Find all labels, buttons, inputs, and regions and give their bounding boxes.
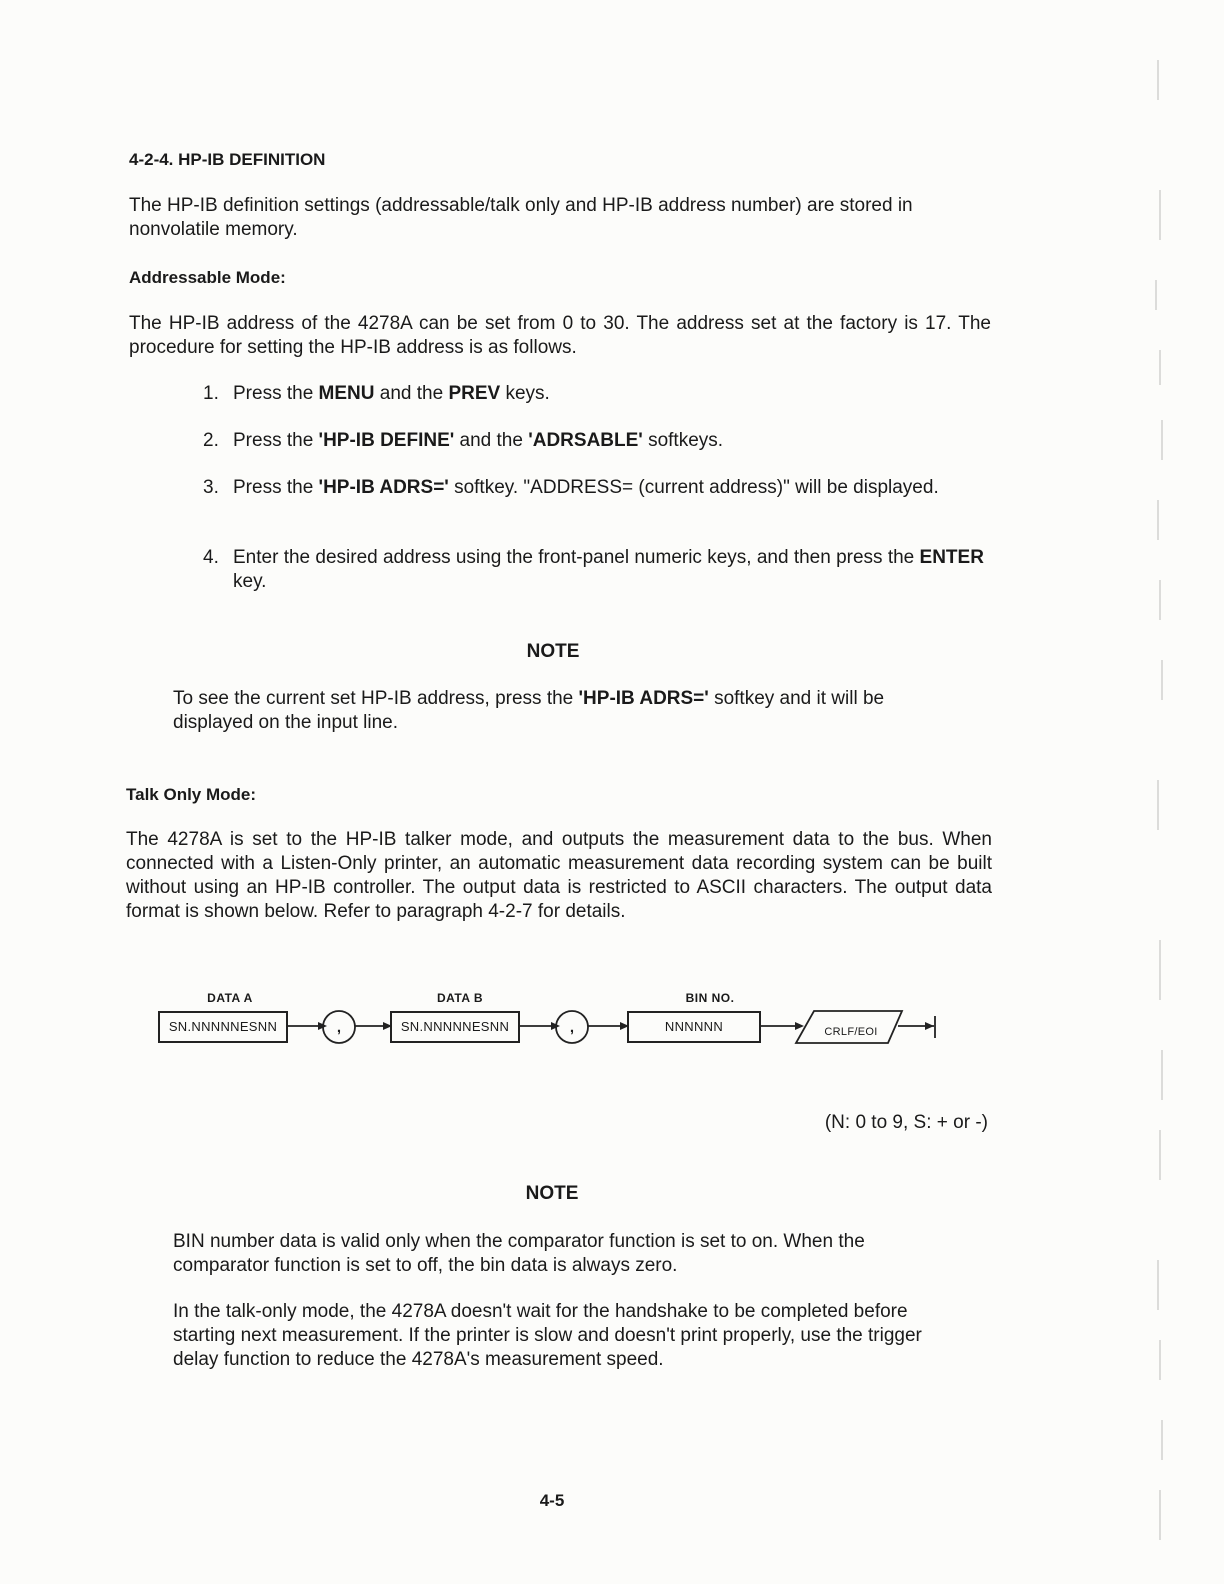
output-format-diagram	[150, 980, 950, 1060]
note2-paragraph-2: In the talk-only mode, the 4278A doesn't wait for the handshake to be completed before starting next measurement. If the printer is slow and doesn't print properly, use the trigger delay function to reduce the 4278A's measurement speed.	[173, 1301, 922, 1370]
step-number: 4.	[203, 547, 219, 568]
format-legend: (N: 0 to 9, S: + or -)	[824, 1112, 988, 1133]
step-text: Press the 'HP-IB ADRS=' softkey. "ADDRESS= (current address)" will be displayed.	[233, 477, 939, 498]
separator-comma-2: ,	[569, 1019, 575, 1036]
addressable-paragraph: The HP-IB address of the 4278A can be set from 0 to 30. The address set at the factory is 17. The procedure for setting the HP-IB address is as follows.	[129, 313, 991, 358]
talk-only-heading: Talk Only Mode:	[126, 785, 257, 804]
note-address: To see the current set HP-IB address, press the 'HP-IB ADRS=' softkey and it will be displayed on the input line.	[173, 688, 885, 733]
data-b-box: SN.NNNNNESNN	[390, 1011, 520, 1043]
bin-no-box: NNNNNN	[627, 1011, 761, 1043]
note-title: NOTE	[526, 641, 580, 662]
section-heading: 4-2-4. HP-IB DEFINITION	[129, 150, 326, 169]
label-bin-no: BIN NO.	[685, 991, 735, 1005]
label-data-a: DATA A	[207, 991, 253, 1005]
scan-edge-marks	[1130, 40, 1180, 1560]
step-text: Press the 'HP-IB DEFINE' and the 'ADRSABLE' softkeys.	[233, 430, 724, 451]
step-number: 1.	[203, 383, 219, 404]
data-a-box: SN.NNNNNESNN	[158, 1011, 288, 1043]
terminator-label: CRLF/EOI	[824, 1026, 878, 1038]
step-number: 2.	[203, 430, 219, 451]
step-number: 3.	[203, 477, 219, 498]
page-number: 4-5	[539, 1491, 565, 1510]
step-text: Enter the desired address using the front-panel numeric keys, and then press the ENTER key.	[233, 547, 984, 592]
intro-paragraph: The HP-IB definition settings (addressable/talk only and HP-IB address number) are stored in nonvolatile memory.	[129, 195, 913, 240]
note2-paragraph-1: BIN number data is valid only when the comparator function is set to on. When the comparator function is set to off, the bin data is always zero.	[173, 1231, 865, 1276]
label-data-b: DATA B	[436, 991, 484, 1005]
note2-title: NOTE	[525, 1183, 579, 1204]
addressable-mode-heading: Addressable Mode:	[129, 268, 286, 287]
separator-comma-1: ,	[336, 1019, 342, 1036]
step-text: Press the MENU and the PREV keys.	[233, 383, 550, 404]
talk-only-paragraph: The 4278A is set to the HP-IB talker mode, and outputs the measurement data to the bus. When connected with a Listen-Only printer, an automatic measurement data recording system can be built without using an HP-IB controller. The output data is restricted to ASCII characters. The output data format is shown below. Refer to paragraph 4-2-7 for details.	[126, 829, 992, 922]
